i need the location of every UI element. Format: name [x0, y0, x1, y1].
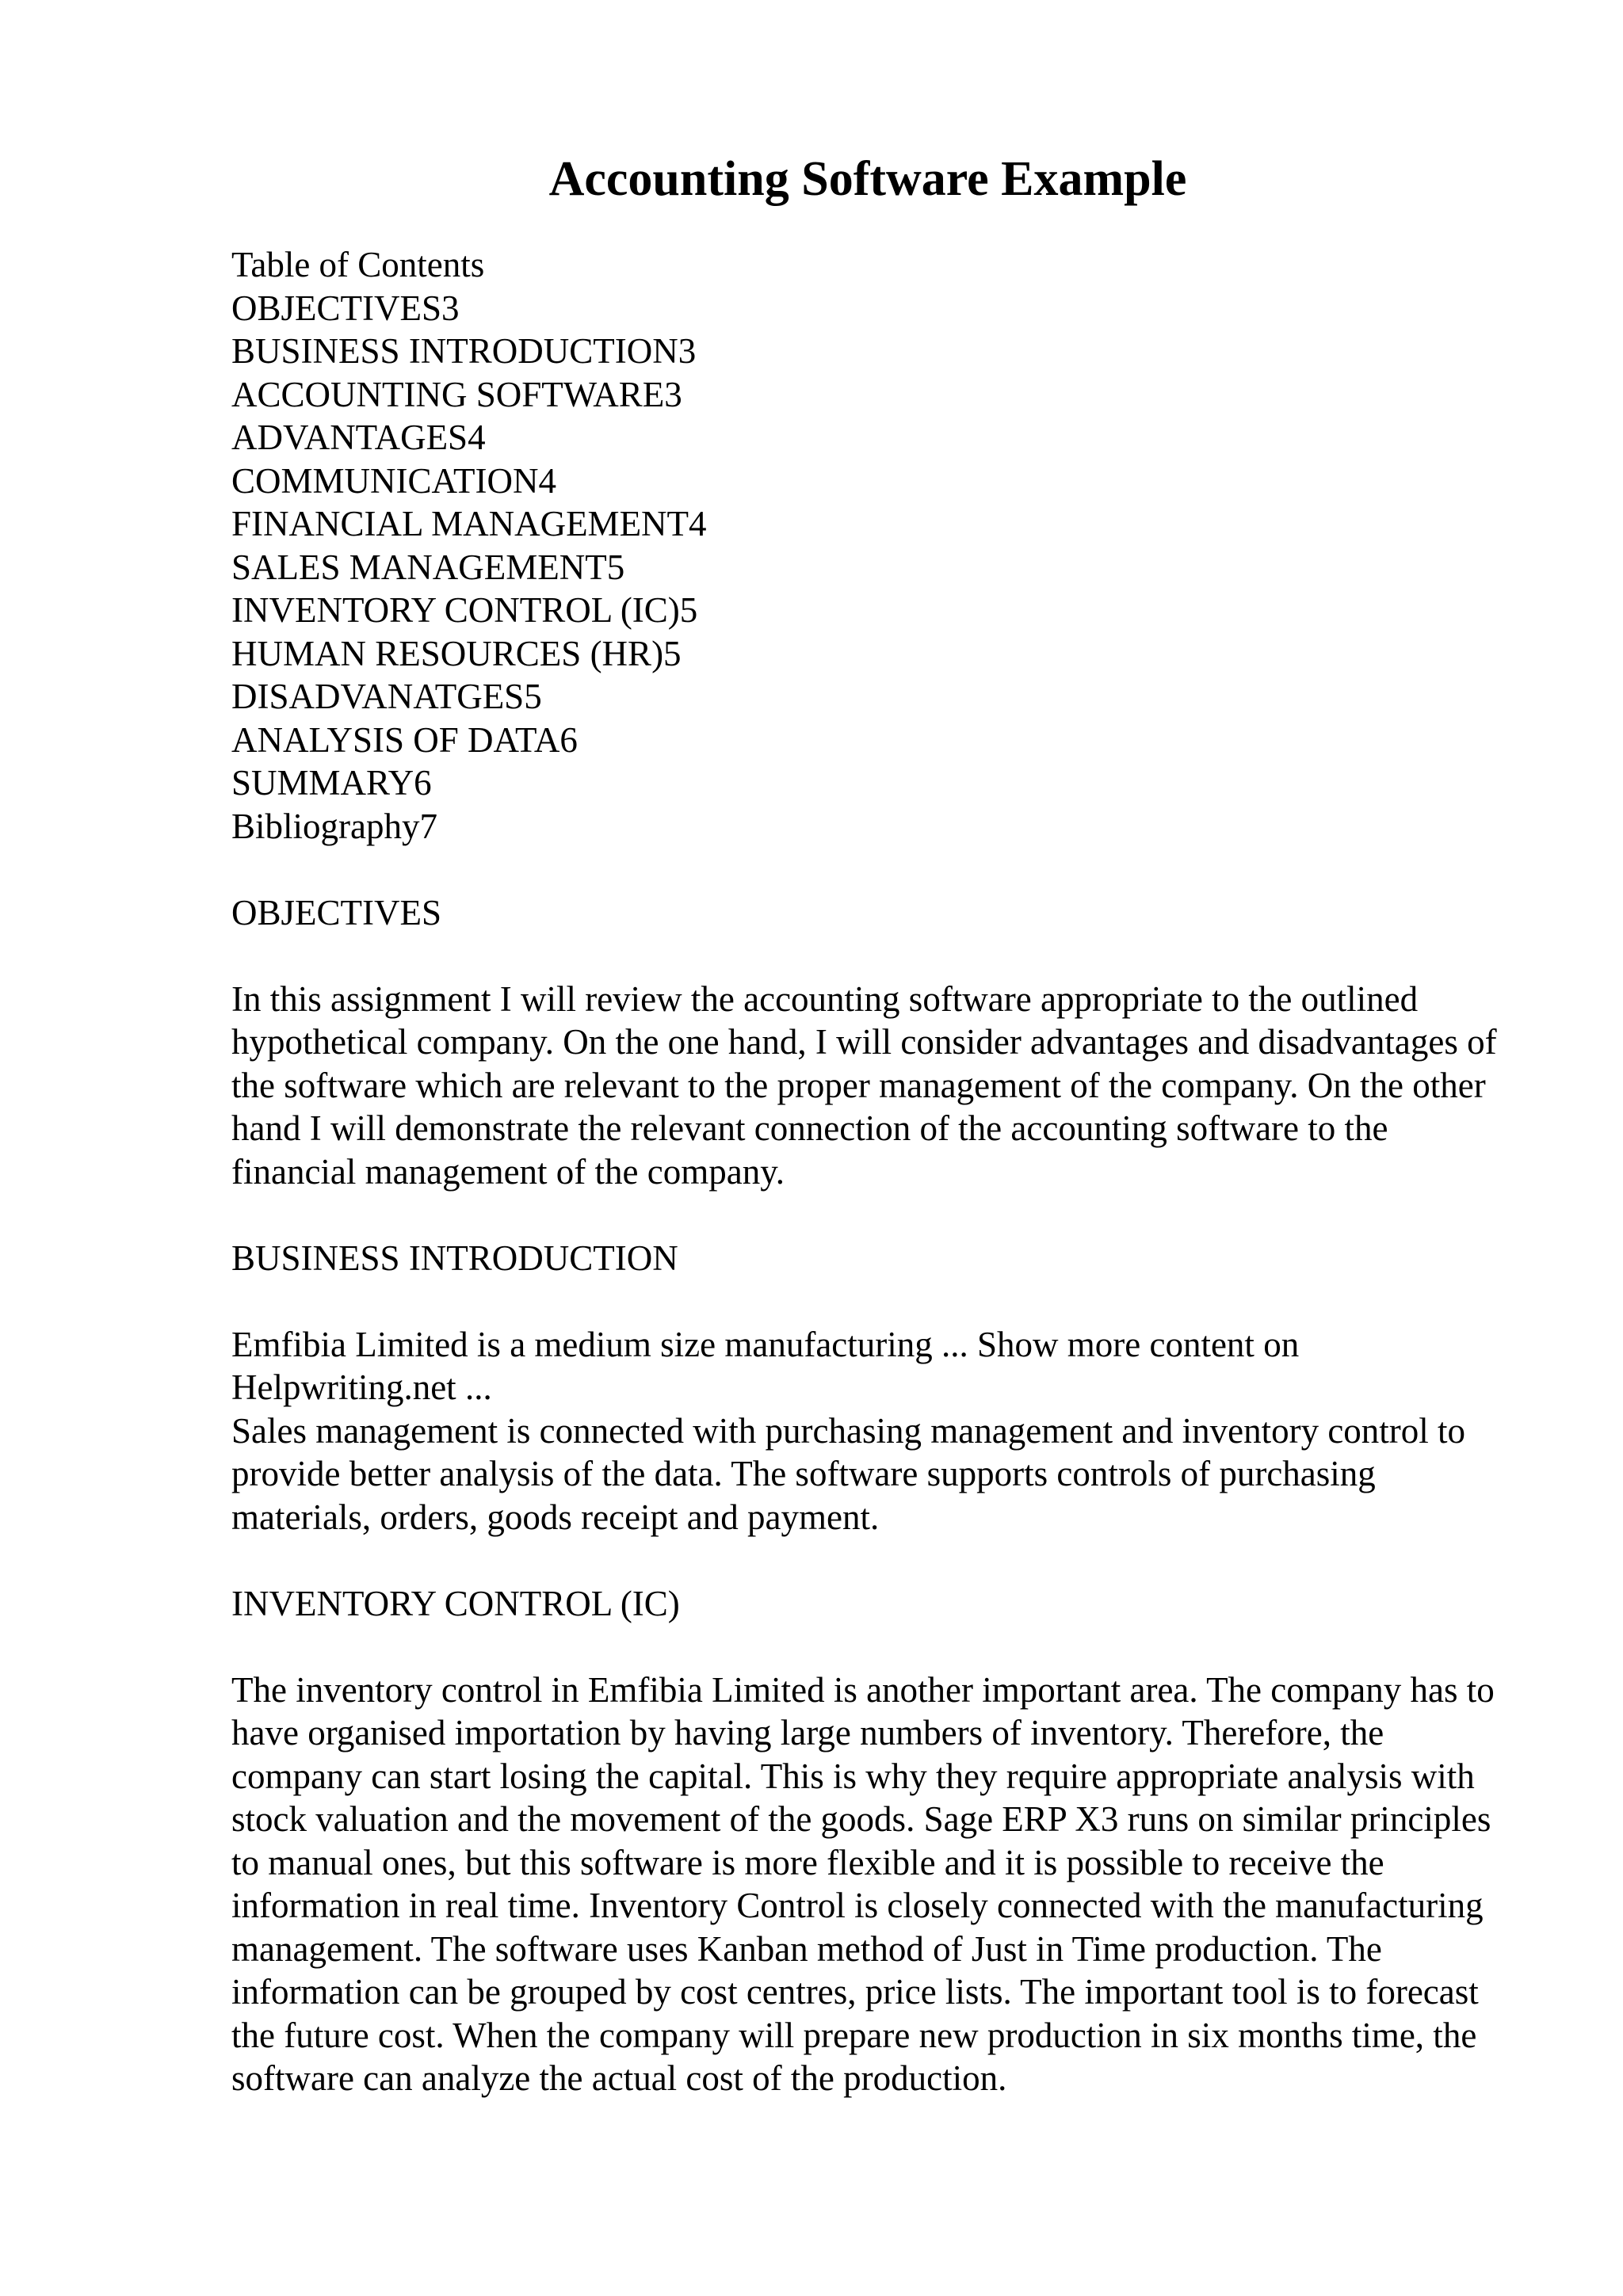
toc-item-inventory-control[interactable]: INVENTORY CONTROL (IC)5	[231, 590, 698, 630]
spacer	[231, 1625, 1515, 1669]
section-heading-objectives: OBJECTIVES	[231, 892, 442, 933]
toc-item-accounting-software[interactable]: ACCOUNTING SOFTWARE3	[231, 374, 682, 414]
spacer	[231, 1280, 1515, 1323]
section-heading-inventory-control: INVENTORY CONTROL (IC)	[231, 1583, 680, 1623]
section-heading-business-introduction: BUSINESS INTRODUCTION	[231, 1238, 678, 1278]
toc-item-sales-management[interactable]: SALES MANAGEMENT5	[231, 547, 625, 587]
objectives-paragraph: In this assignment I will review the accounting software appropriate to the outlined hypothetical company. On the one hand, I will consider advantages and disadvantages of the software which are relevant to the proper management of the company. On the other hand I will demonstrate the relevant connection of the accounting software to the financial management of the company.	[231, 978, 1497, 1192]
toc-item-advantages[interactable]: ADVANTAGES4	[231, 418, 486, 457]
inventory-paragraph: The inventory control in Emfibia Limited is another important area. The company has to have organised importation by having large numbers of inventory. Therefore, the company can start losing the capital. This is why they require appropriate analysis with stock valuation and the movement of the goods. Sage ERP X3 runs on similar principles to manual ones, but this software is more flexible and it is possible to receive the information in real time. Inventory Control is closely connected with the manufacturing management. The software uses Kanban method of Just in Time production. The information can be grouped by cost centres, price lists. The important tool is to forecast the future cost. When the company will prepare new production in six months time, the software can analyze the actual cost of the production.	[231, 1669, 1495, 2098]
document-body	[231, 243, 1515, 2100]
toc-item-objectives[interactable]: OBJECTIVES3	[231, 288, 460, 328]
toc-item-bibliography[interactable]: Bibliography7	[231, 806, 437, 846]
toc-item-business-introduction[interactable]: BUSINESS INTRODUCTION3	[231, 331, 697, 371]
toc-item-communication[interactable]: COMMUNICATION4	[231, 460, 557, 501]
spacer	[231, 1193, 1515, 1237]
sales-paragraph: Sales management is connected with purchasing management and inventory control to provide better analysis of the data. The software supports controls of purchasing materials, orders, goods receipt and payment.	[231, 1410, 1466, 1537]
document-title: Accounting Software Example	[548, 152, 1187, 206]
spacer	[231, 848, 1515, 891]
toc-item-summary[interactable]: SUMMARY6	[231, 763, 432, 803]
business-paragraph: Emfibia Limited is a medium size manufacturing ... Show more content on Helpwriting.net ...	[231, 1324, 1300, 1407]
toc-item-human-resources[interactable]: HUMAN RESOURCES (HR)5	[231, 633, 682, 673]
spacer	[231, 934, 1515, 978]
toc-item-financial-management[interactable]: FINANCIAL MANAGEMENT4	[231, 504, 707, 543]
toc-item-analysis-of-data[interactable]: ANALYSIS OF DATA6	[231, 719, 578, 760]
toc-item-disadvantages[interactable]: DISADVANATGES5	[231, 677, 542, 716]
table-of-contents	[231, 287, 1515, 849]
spacer	[231, 1539, 1515, 1582]
toc-heading: Table of Contents	[231, 245, 485, 284]
